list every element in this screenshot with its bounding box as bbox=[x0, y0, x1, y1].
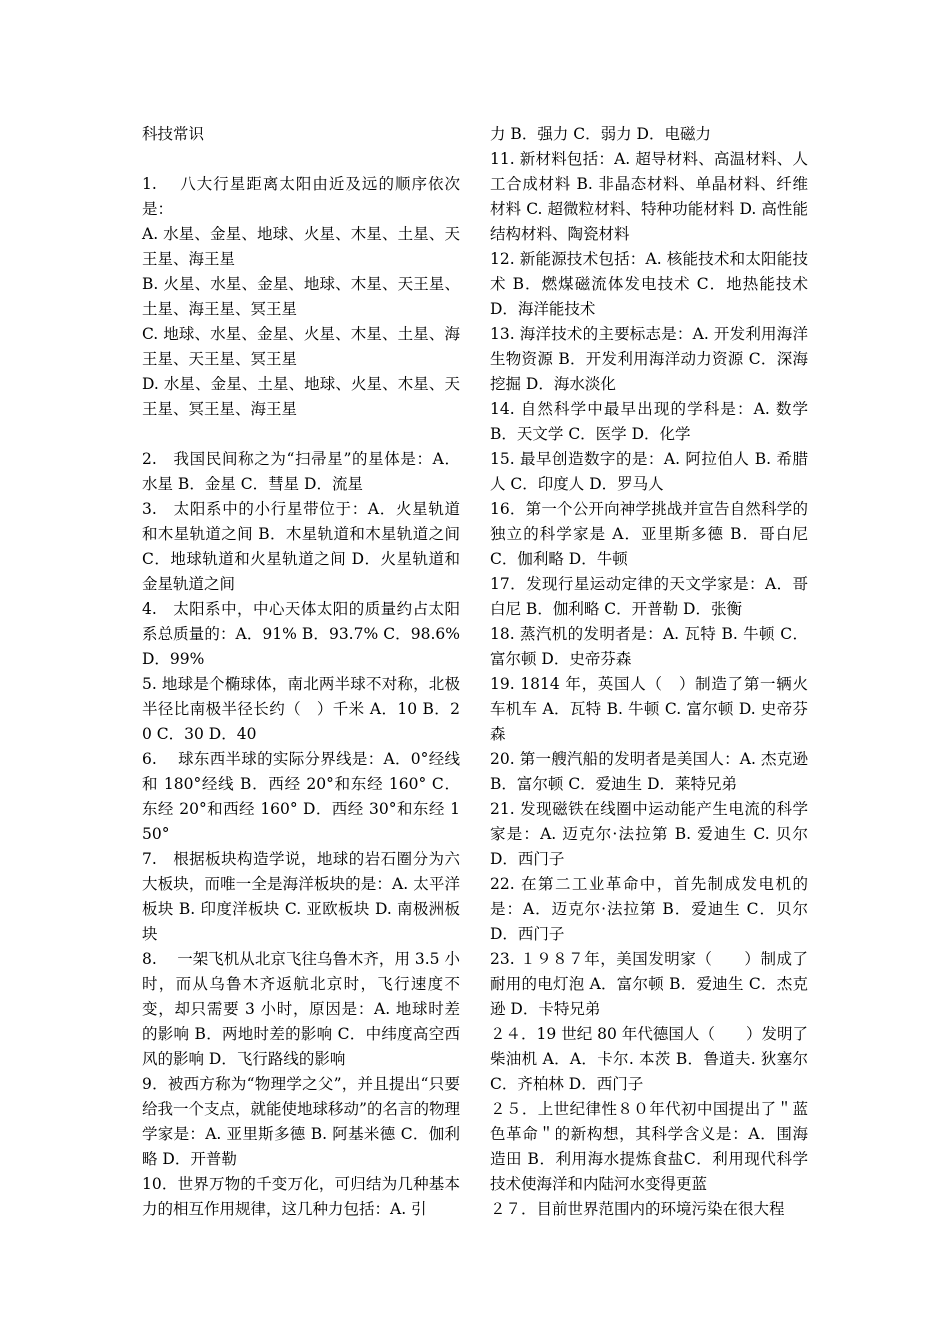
question-1-option-a: A. 水星、金星、地球、火星、木星、土星、天王星、海王星 bbox=[142, 225, 460, 268]
document-title: 科技常识 bbox=[142, 125, 205, 143]
question-3: 3. 太阳系中的小行星带位于：A．火星轨道和木星轨道之间 B．木星轨道和木星轨道之间 C．地球轨道和火星轨道之间 D．火星轨道和金星轨道之间 bbox=[142, 500, 460, 593]
question-1-option-d: D. 水星、金星、土星、地球、火星、木星、天王星、冥王星、海王星 bbox=[142, 375, 460, 418]
question-14: 14. 自然科学中最早出现的学科是：A. 数学 B．天文学 C．医学 D．化学 bbox=[490, 400, 808, 443]
question-2: 2. 我国民间称之为“扫帚星”的星体是：A．水星 B．金星 C．彗星 D．流星 bbox=[142, 450, 460, 493]
right-column bbox=[490, 122, 808, 1222]
question-4: 4. 太阳系中，中心天体太阳的质量约占太阳系总质量的：A．91% B．93.7% C．98.6% D．99% bbox=[142, 600, 460, 668]
question-24: ２４．19 世纪 80 年代德国人（ ）发明了柴油机 A．A．卡尔. 本茨 B．鲁道夫. 狄塞尔 C．齐柏林 D．西门子 bbox=[490, 1025, 808, 1093]
question-20: 20. 第一艘汽船的发明者是美国人：A. 杰克逊 B．富尔顿 C．爱迪生 D．莱特兄弟 bbox=[490, 750, 808, 793]
question-1-stem: 1. 八大行星距离太阳由近及远的顺序依次是： bbox=[142, 175, 460, 218]
question-5: 5. 地球是个椭球体，南北两半球不对称，北极半径比南极半径长约（ ）千米 A．10 B．20 C．30 D．40 bbox=[142, 675, 460, 743]
left-column bbox=[142, 122, 460, 1222]
question-16: 16．第一个公开向神学挑战并宣告自然科学的独立的科学家是 A．亚里斯多德 B．哥白尼 C．伽利略 D．牛顿 bbox=[490, 500, 808, 568]
question-13: 13. 海洋技术的主要标志是：A. 开发利用海洋生物资源 B．开发利用海洋动力资源 C．深海挖掘 D．海水淡化 bbox=[490, 325, 808, 393]
question-17: 17．发现行星运动定律的天文学家是：A．哥白尼 B．伽利略 C．开普勒 D．张衡 bbox=[490, 575, 808, 618]
question-6: 6. 球东西半球的实际分界线是：A．0°经线和 180°经线 B．西经 20°和东经 160° C．东经 20°和西经 160° D．西经 30°和东经 150° bbox=[142, 750, 460, 843]
question-21: 21. 发现磁铁在线圈中运动能产生电流的科学家是：A. 迈克尔·法拉第 B. 爱迪生 C. 贝尔 D．西门子 bbox=[490, 800, 808, 868]
question-8: 8. 一架飞机从北京飞往乌鲁木齐，用 3.5 小时，而从乌鲁木齐返航北京时，飞行速度不变，却只需要 3 小时，原因是：A. 地球时差的影响 B．两地时差的影响 C．中纬度高空西风的影响 D．飞行路线的影响 bbox=[142, 950, 460, 1068]
blank-line bbox=[142, 422, 460, 447]
question-25: ２５．上世纪律性８０年代初中国提出了＂蓝色革命＂的新构想，其科学含义是：A．围海造田 B．利用海水提炼食盐C．利用现代科学技术使海洋和内陆河水变得更蓝 bbox=[490, 1100, 808, 1193]
question-10-start: 10．世界万物的千变万化，可归结为几种基本力的相互作用规律，这几种力包括：A. 引 bbox=[142, 1175, 460, 1218]
question-1-option-b: B. 火星、水星、金星、地球、木星、天王星、土星、海王星、冥王星 bbox=[142, 275, 460, 318]
question-19: 19. 1814 年，英国人（ ）制造了第一辆火车机车 A．瓦特 B. 牛顿 C. 富尔顿 D. 史帝芬森 bbox=[490, 675, 808, 743]
question-18: 18. 蒸汽机的发明者是：A. 瓦特 B. 牛顿 C．富尔顿 D．史帝芬森 bbox=[490, 625, 808, 668]
question-15: 15. 最早创造数字的是：A. 阿拉伯人 B. 希腊人 C．印度人 D．罗马人 bbox=[490, 450, 808, 493]
question-10-end: 力 B．强力 C．弱力 D．电磁力 bbox=[490, 125, 711, 143]
question-11: 11. 新材料包括：A. 超导材料、高温材料、人工合成材料 B. 非晶态材料、单晶材料、纤维材料 C. 超微粒材料、特种功能材料 D. 高性能结构材料、陶瓷材料 bbox=[490, 150, 808, 243]
question-12: 12. 新能源技术包括：A. 核能技术和太阳能技术 B．燃煤磁流体发电技术 C．地热能技术 D．海洋能技术 bbox=[490, 250, 808, 318]
question-23: 23. １９８７年，美国发明家（ ）制成了耐用的电灯泡 A．富尔顿 B．爱迪生 C．杰克逊 D．卡特兄弟 bbox=[490, 950, 808, 1018]
question-1-option-c: C. 地球、水星、金星、火星、木星、土星、海王星、天王星、冥王星 bbox=[142, 325, 460, 368]
question-7: 7. 根据板块构造学说，地球的岩石圈分为六大板块，而唯一全是海洋板块的是：A. 太平洋板块 B. 印度洋板块 C. 亚欧板块 D. 南极洲板块 bbox=[142, 850, 460, 943]
question-27-start: ２７．目前世界范围内的环境污染在很大程 bbox=[490, 1200, 785, 1218]
question-22: 22. 在第二工业革命中，首先制成发电机的是：A．迈克尔·法拉第 B．爱迪生 C．贝尔 D．西门子 bbox=[490, 875, 808, 943]
question-9: 9．被西方称为“物理学之父”，并且提出“只要给我一个支点，就能使地球移动”的名言的物理学家是：A. 亚里斯多德 B. 阿基米德 C．伽利略 D．开普勒 bbox=[142, 1075, 460, 1168]
